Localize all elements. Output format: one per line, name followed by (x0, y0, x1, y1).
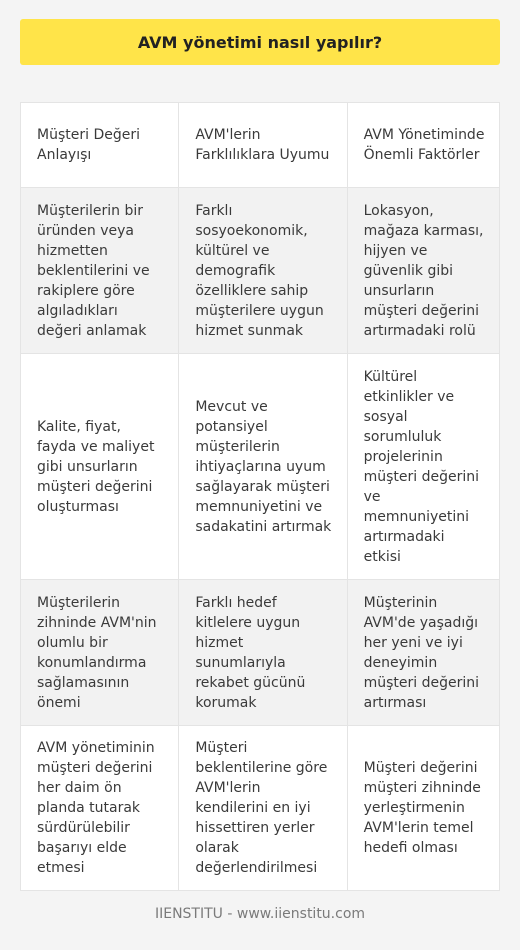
table-row (21, 353, 499, 579)
table-header-row (21, 103, 499, 187)
table-cell: Kalite, fiyat, fayda ve maliyet gibi unsurların müşteri değerini oluşturması (37, 418, 155, 515)
table-row (21, 187, 499, 353)
table-cell: Müşteri değerini müşteri zihninde yerleştirmenin AVM'lerin temel hedefi olması (347, 726, 499, 890)
table-cell: Lokasyon, mağaza karması, hijyen ve güvenlik gibi unsurların müşteri değerini artırmadaki rolü (347, 188, 499, 353)
table-cell: Kültürel etkinlikler ve sosyal sorumluluk projelerinin müşteri değerini ve memnuniyetini artırmadaki etkisi (347, 354, 499, 579)
table-row (21, 579, 499, 725)
table-cell: Müşterilerin bir üründen veya hizmetten beklentilerini ve rakiplere göre algıladıkları değeri anlamak (37, 202, 150, 339)
table-cell: AVM yönetiminin müşteri değerini her daim ön planda tutarak sürdürülebilir başarıyı elde etmesi (37, 740, 155, 876)
table-row (21, 725, 499, 890)
table-cell: Müşterinin AVM'de yaşadığı her yeni ve iyi deneyimin müşteri değerini artırması (347, 580, 499, 725)
title-banner (20, 19, 500, 65)
header-cell: AVM'lerin Farklılıklara Uyumu (178, 103, 346, 187)
table-cell: Farklı sosyoekonomik, kültürel ve demografik özelliklere sahip müşterilere uygun hizmet sunmak (178, 188, 346, 353)
table-cell: Müşterilerin zihninde AVM'nin olumlu bir konumlandırma sağlamasının önemi (37, 594, 157, 711)
table-cell: Mevcut ve potansiyel müşterilerin ihtiyaçlarına uyum sağlayarak müşteri memnuniyetini ve sadakatini artırmak (178, 354, 346, 579)
header-cell: AVM Yönetiminde Önemli Faktörler (347, 103, 499, 187)
footer-credit: IIENSTITU - www.iienstitu.com (154, 906, 366, 922)
page-title: AVM yönetimi nasıl yapılır? (137, 32, 383, 52)
comparison-table (20, 102, 500, 891)
header-cell: Müşteri Değeri Anlayışı (37, 127, 140, 163)
table-cell: Farklı hedef kitlelere uygun hizmet sunumlarıyla rekabet gücünü korumak (178, 580, 346, 725)
table-cell: Müşteri beklentilerine göre AVM'lerin kendilerini en iyi hissettiren yerler olarak değerlendirilmesi (178, 726, 346, 890)
